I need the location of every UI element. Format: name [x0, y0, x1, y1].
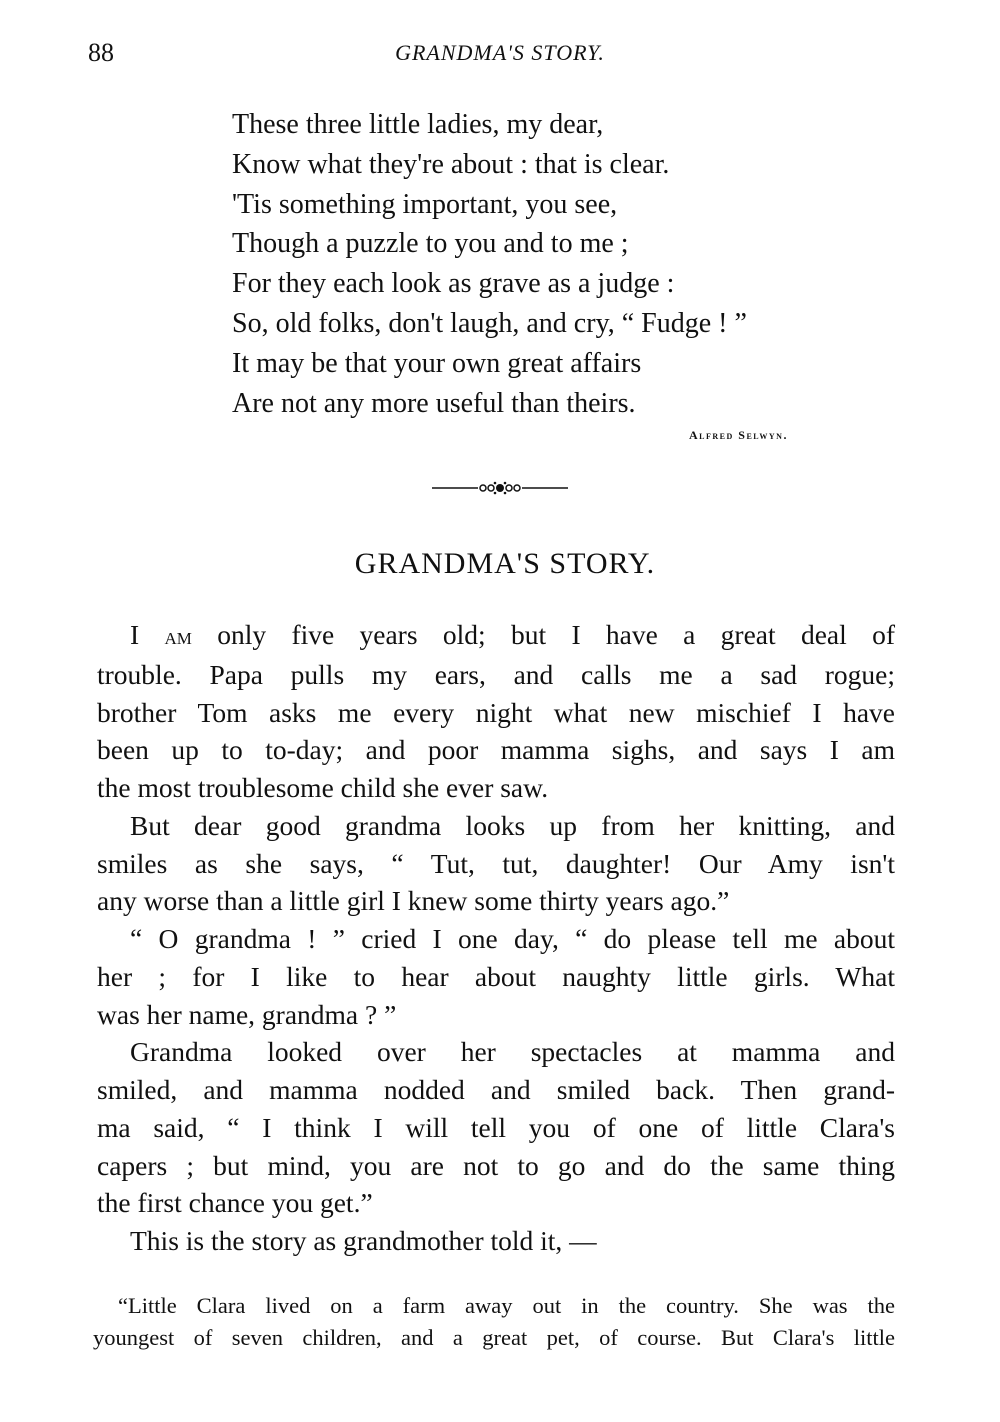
page-number: 88 [88, 38, 114, 67]
paragraph-line: capers ; but mind, you are not to go and do the same thing [97, 1149, 895, 1181]
paragraph-line: smiles as she says, “ Tut, tut, daughter! Our Amy isn't [97, 847, 895, 879]
paragraph-line: Grandma looked over her spectacles at mamma and [130, 1036, 895, 1068]
paragraph-line: the first chance you get.” [97, 1187, 373, 1219]
running-title: GRANDMA'S STORY. [395, 40, 605, 65]
paragraph-line: ma said, “ I think I will tell you of one of little Clara's [97, 1111, 895, 1143]
paragraph-line [97, 616, 895, 656]
paragraph-line: trouble. Papa pulls my ears, and calls me a sad rogue; [97, 658, 895, 690]
paragraph-line: was her name, grandma ? ” [97, 998, 397, 1030]
story-title: GRANDMA'S STORY. [354, 547, 656, 580]
quoted-story-line: “Little Clara lived on a farm away out in the country. She was the [118, 1293, 895, 1318]
story-body [97, 616, 895, 1260]
paragraph-line: brother Tom asks me every night what new mischief I have [97, 696, 895, 728]
paragraph-line: This is the story as grandmother told it, — [130, 1225, 597, 1256]
poem-attribution: Alfred Selwyn. [689, 428, 788, 442]
poem-line: So, old folks, don't laugh, and cry, “ Fudge ! ” [232, 307, 747, 339]
poem-line: Are not any more useful than theirs. [232, 387, 636, 419]
quoted-story [93, 1290, 895, 1354]
smallcaps-word: am [164, 623, 192, 650]
quoted-story-line: youngest of seven children, and a great pet, of course. But Clara's little [93, 1325, 895, 1350]
poem-line: Though a puzzle to you and to me ; [232, 228, 629, 260]
poem-line: 'Tis something important, you see, [232, 188, 618, 220]
paragraph-line: the most troublesome child she ever saw. [97, 772, 549, 803]
drop-word: I [130, 619, 140, 650]
poem-line: These three little ladies, my dear, [232, 109, 604, 140]
poem-line: For they each look as grave as a judge : [232, 268, 675, 300]
paragraph-line: smiled, and mamma nodded and smiled back. Then grand- [97, 1074, 895, 1105]
paragraph-line: any worse than a little girl I knew some thirty years ago.” [97, 885, 730, 917]
poem-line: Know what they're about : that is clear. [232, 148, 670, 180]
ornament-divider [430, 478, 570, 498]
poem-line: It may be that your own great affairs [232, 347, 642, 379]
poem [232, 105, 747, 423]
line-text: only five years old; but I have a great deal of [191, 619, 896, 650]
paragraph-line: But dear good grandma looks up from her knitting, and [130, 809, 895, 841]
paragraph-line: been up to to-day; and poor mamma sighs, and says I am [97, 734, 895, 766]
paragraph-line: her ; for I like to hear about naughty little girls. What [97, 960, 895, 992]
paragraph-line: “ O grandma ! ” cried I one day, “ do please tell me about [130, 923, 895, 954]
